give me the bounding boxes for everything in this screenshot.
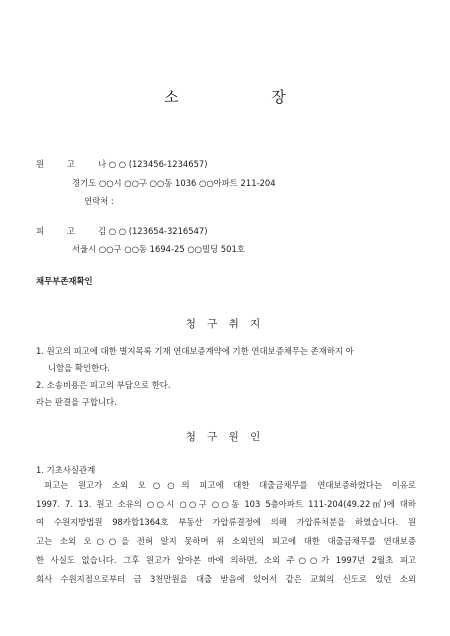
claim-item-1-continued: 니함을 확인한다. bbox=[48, 363, 110, 373]
cause-paragraph bbox=[36, 476, 416, 588]
defendant-name: 김 ○ ○ (123654-3216547) bbox=[98, 226, 208, 236]
plaintiff-contact: 연락처 : bbox=[84, 196, 114, 206]
plaintiff-name: 나 ○ ○ (123456-1234657) bbox=[98, 159, 208, 169]
case-title: 채무부존재확인 bbox=[36, 276, 93, 286]
defendant-address: 서울시 ○○구 ○○동 1694-25 ○○빌딩 501호 bbox=[72, 244, 245, 254]
cause-heading: 청 구 원 인 bbox=[185, 431, 265, 443]
plaintiff-address: 경기도 ○○시 ○○구 ○○동 1036 ○○아파트 211-204 bbox=[72, 178, 276, 188]
claim-heading: 청 구 취 지 bbox=[185, 318, 265, 330]
cause-line: 1997. 7. 13. 원고 소유의 ○○시 ○○구 ○○동 103 5층아파트 111-204(49.22㎡)에 대하 bbox=[36, 498, 416, 509]
defendant-role: 피 고 bbox=[36, 226, 85, 236]
cause-line: 회사 수원지점으로부터 금 3천만원을 대출 받음에 있어서 같은 교회의 신도로 있던 소외 bbox=[36, 573, 416, 584]
claim-item-1: 1. 원고의 피고에 대한 별지목록 기재 연대보증계약에 기한 연대보증채무는 존재하지 아 bbox=[36, 346, 354, 356]
cause-line: 피고는 원고가 소외 오○○의 피고에 대한 대출금채무를 연대보증하였다는 이유로 bbox=[44, 480, 416, 490]
plaintiff-role: 원 고 bbox=[36, 159, 85, 169]
document-title: 소 장 bbox=[164, 88, 330, 106]
claim-item-2: 2. 소송비용은 피고의 부담으로 한다. bbox=[36, 380, 171, 390]
cause-line: 여 수원지방법원 98카합1364호 부동산 가압류결정에 의해 가압류처분을 하였습니다. 원 bbox=[36, 517, 416, 528]
cause-section-title: 1. 기초사실관계 bbox=[36, 465, 96, 475]
cause-line: 한 사실도 없습니다. 그후 원고가 알아본 바에 의하면, 소외 주○○가 1997년 2월초 피고 bbox=[36, 554, 416, 565]
cause-line: 고는 소외 오○○을 전혀 알지 못하며 위 소외인의 피고에 대한 대출금채무를 연대보증 bbox=[36, 536, 416, 547]
claim-closing: 라는 판결을 구합니다. bbox=[36, 397, 117, 407]
